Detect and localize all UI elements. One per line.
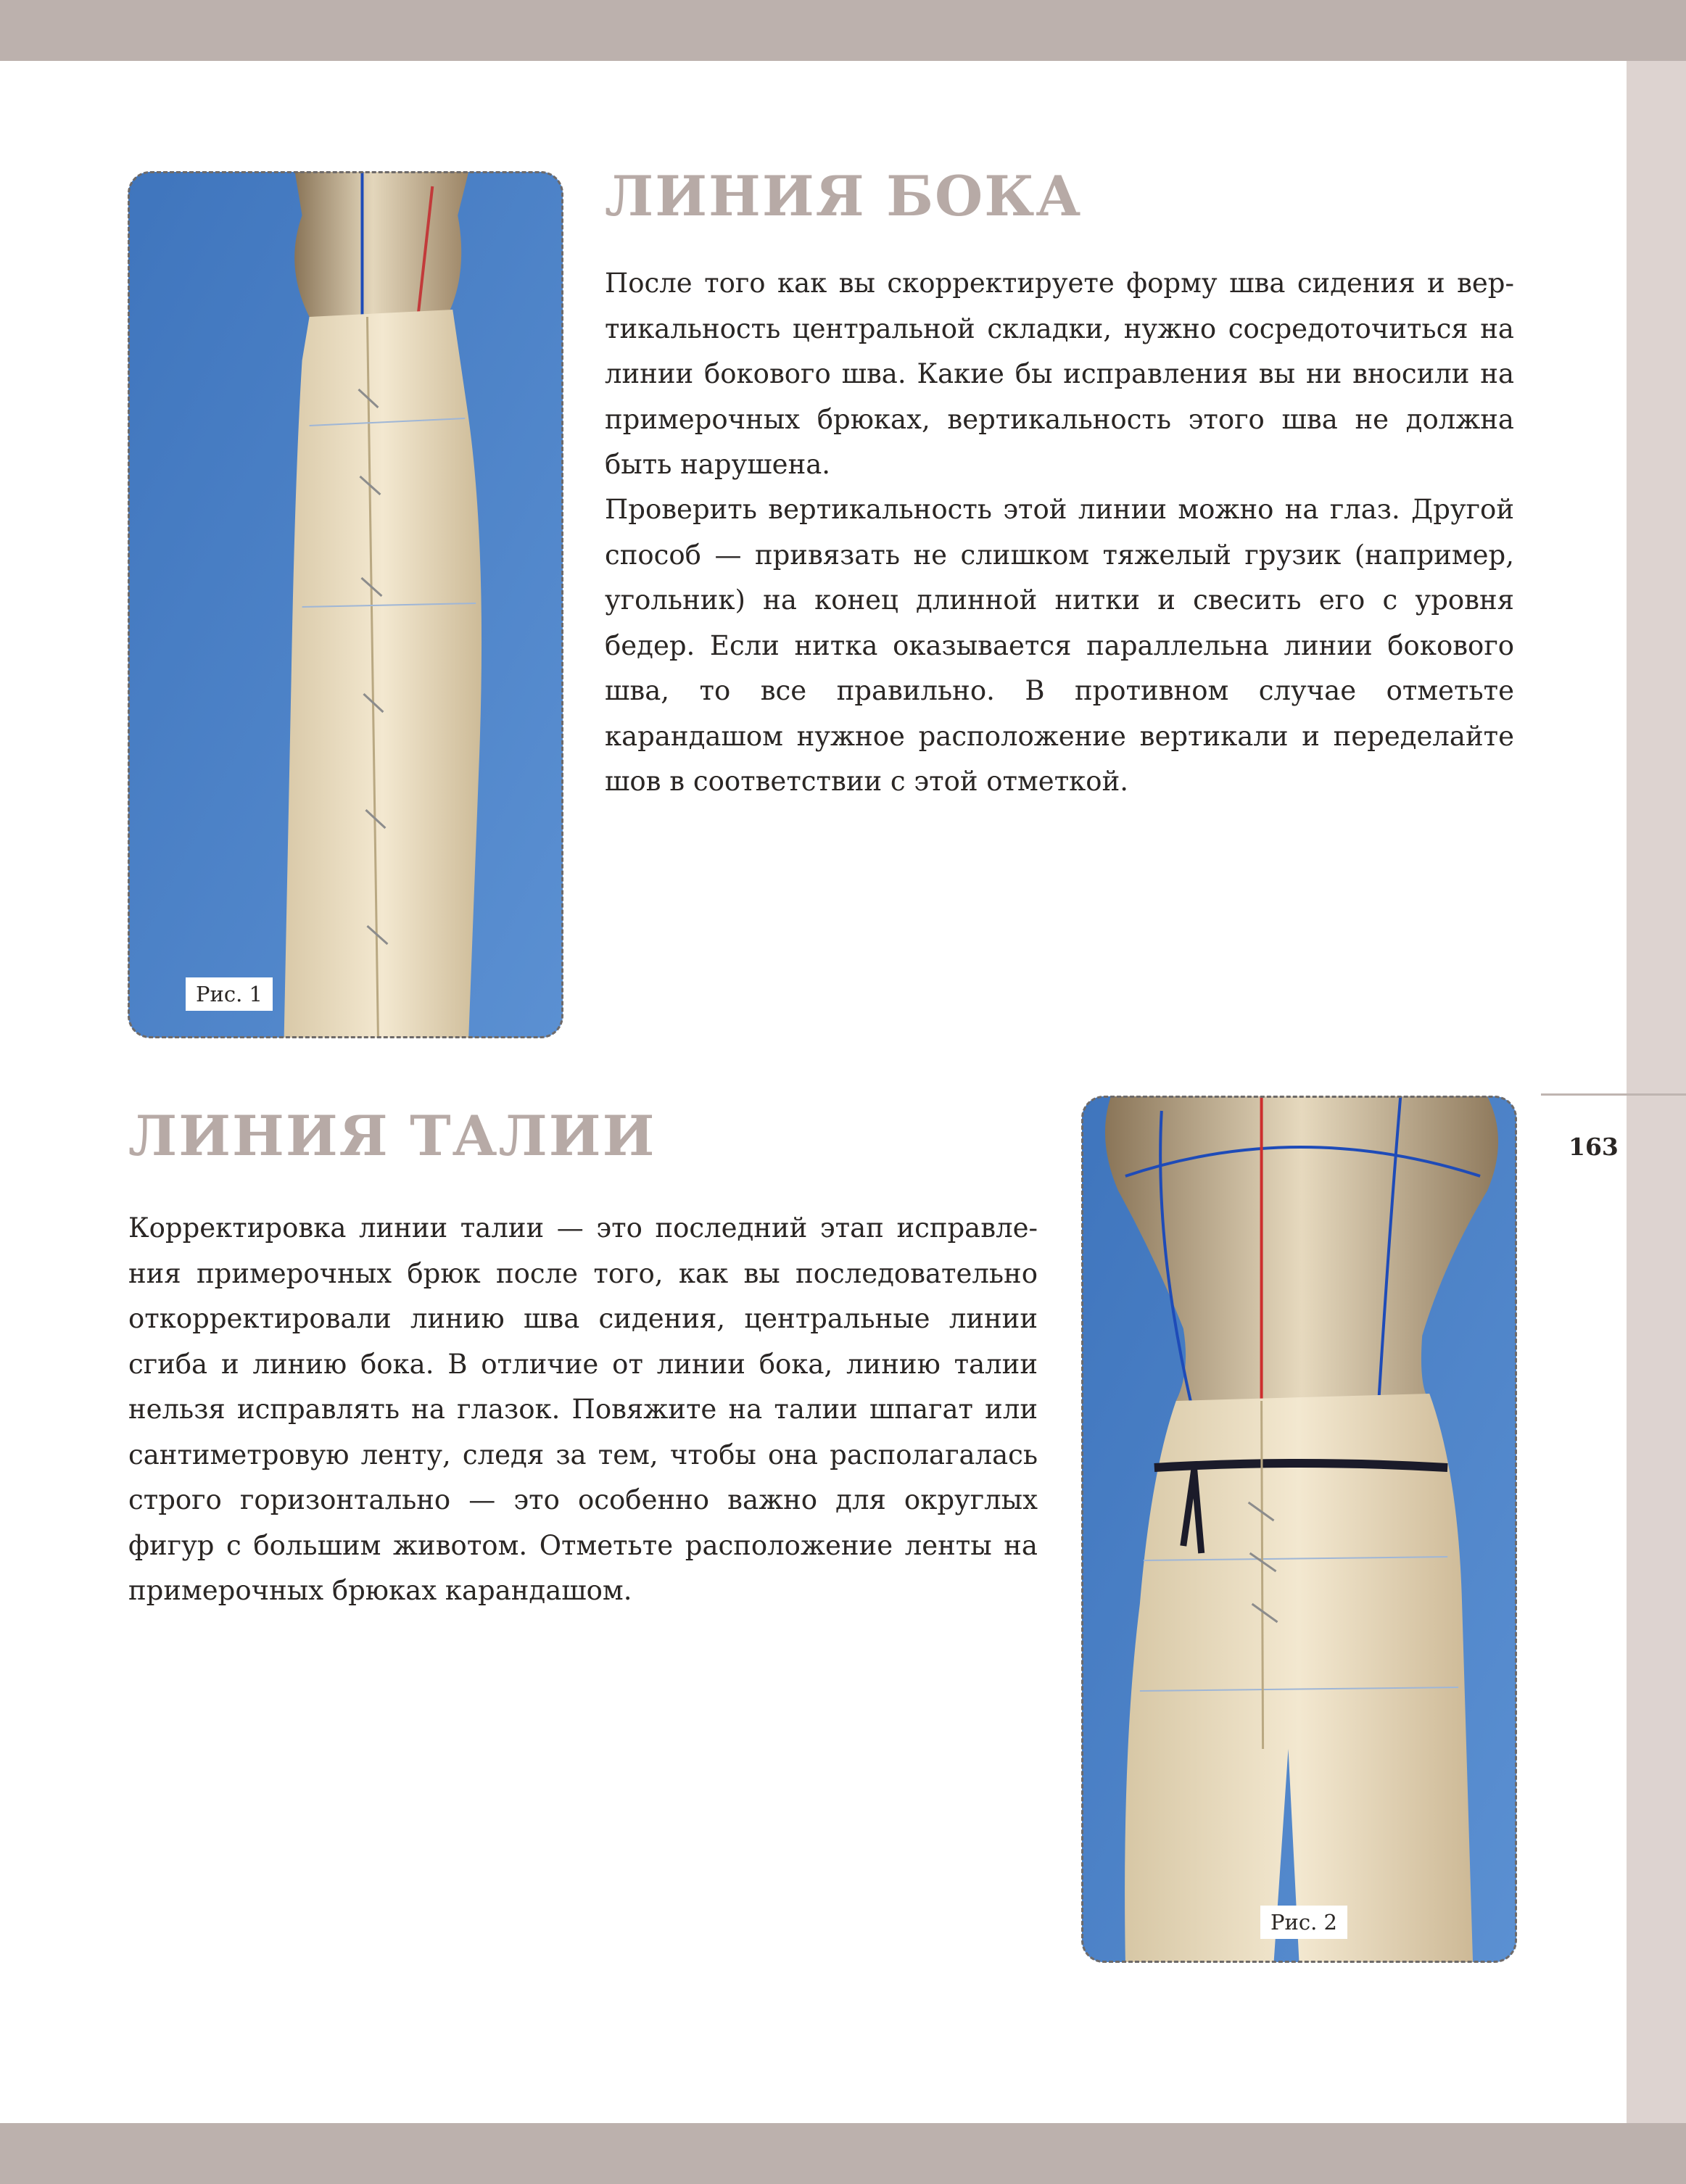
bottom-band [0, 2123, 1686, 2184]
side-band [1627, 61, 1686, 2123]
page-number-rule [1541, 1093, 1686, 1096]
section-side-paragraph-2: Проверить вертикальность этой линии можно на глаз. Другой способ — привязать не слишком тяжелый грузик (например, угольник) на конец длинной нитки и свесить его с уровня бедер. Если нитка оказывается параллельна линии бокового шва, то все правильно. В противном случае отметьте карандашом нужное расположение вертикали и переделайте шов в соответствии с этой отметкой. [605, 494, 1514, 797]
top-band [0, 0, 1686, 61]
mannequin-front-view-photo [1082, 1096, 1516, 1962]
section-waist-paragraph: Корректировка линии талии — это последний этап исправления примерочных брюк после того, как вы последовательно откорректировали линию шва сидения, центральные линии сгиба и линию бока. В отличие от линии бока, линию талии нельзя исправлять на глазок. Повяжите на талии шпагат или сантиметровую ленту, следя за тем, чтобы она располагалась строго горизонтально — это особенно важно для округлых фигур с большим животом. Отметьте расположение ленты на примерочных брюках карандашом. [128, 1212, 1038, 1606]
section-waist-title: ЛИНИЯ ТАЛИИ [128, 1104, 656, 1168]
mannequin-side-view-photo [128, 172, 563, 1038]
page-number: 163 [1569, 1133, 1619, 1161]
figure-2-photo [1082, 1096, 1516, 1962]
section-side-title: ЛИНИЯ БОКА [605, 164, 1083, 228]
section-side-paragraph-1: После того как вы скорректируете форму шва сидения и вертикальность центральной складки, нужно сосредоточиться на линии бокового шва. Какие бы исправления вы ни вносили на примерочных брюках, вертикальность этого шва не должна быть нарушена. [605, 268, 1514, 480]
figure-2-caption: Рис. 2 [1260, 1906, 1347, 1939]
figure-1-caption: Рис. 1 [186, 977, 273, 1011]
figure-1-photo [128, 172, 563, 1038]
